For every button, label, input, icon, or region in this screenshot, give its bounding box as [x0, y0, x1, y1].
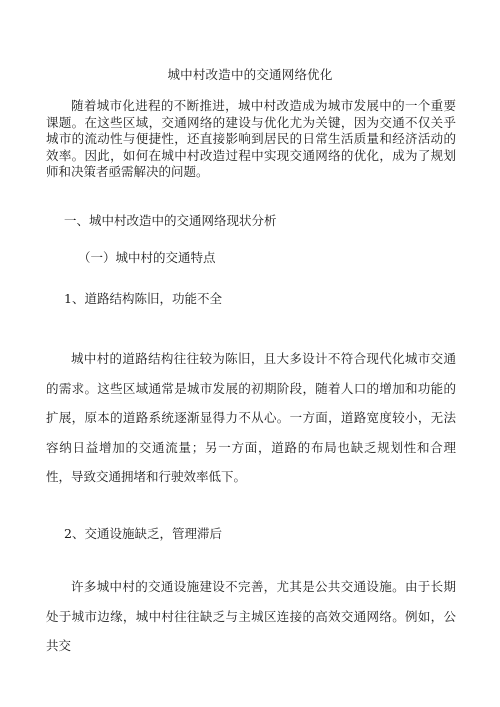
point-heading-2: 2、交通设施缺乏，管理滞后	[64, 526, 222, 541]
subsection-heading: （一）城中村的交通特点	[78, 250, 216, 265]
point-body-2: 许多城中村的交通设施建设不完善，尤其是公共交通设施。由于长期处于城市边缘，城中村往往缺乏与主城区连接的高效交通网络。例如，公共交	[46, 579, 456, 653]
point-body-1: 城中村的道路结构往往较为陈旧，且大多设计不符合现代化城市交通的需求。这些区域通常是城市发展的初期阶段，随着人口的增加和功能的扩展，原本的道路系统逐渐显得力不从心。一方面，道路宽度较小，无法容纳日益增加的交通流量；另一方面，道路的布局也缺乏规划性和合理性，导致交通拥堵和行驶效率低下。	[46, 351, 456, 484]
section-heading: 一、城中村改造中的交通网络现状分析	[64, 213, 277, 228]
point-heading-1: 1、道路结构陈旧，功能不全	[64, 291, 222, 306]
intro-paragraph: 随着城市化进程的不断推进，城中村改造成为城市发展中的一个重要课题。在这些区域，交通网络的建设与优化尤为关键，因为交通不仅关乎城市的流动性与便捷性，还直接影响到居民的日常生活质量和经济活动的效率。因此，如何在城中村改造过程中实现交通网络的优化，成为了规划师和决策者亟需解决的问题。	[46, 98, 456, 179]
document-title: 城中村改造中的交通网络优化	[167, 67, 333, 82]
